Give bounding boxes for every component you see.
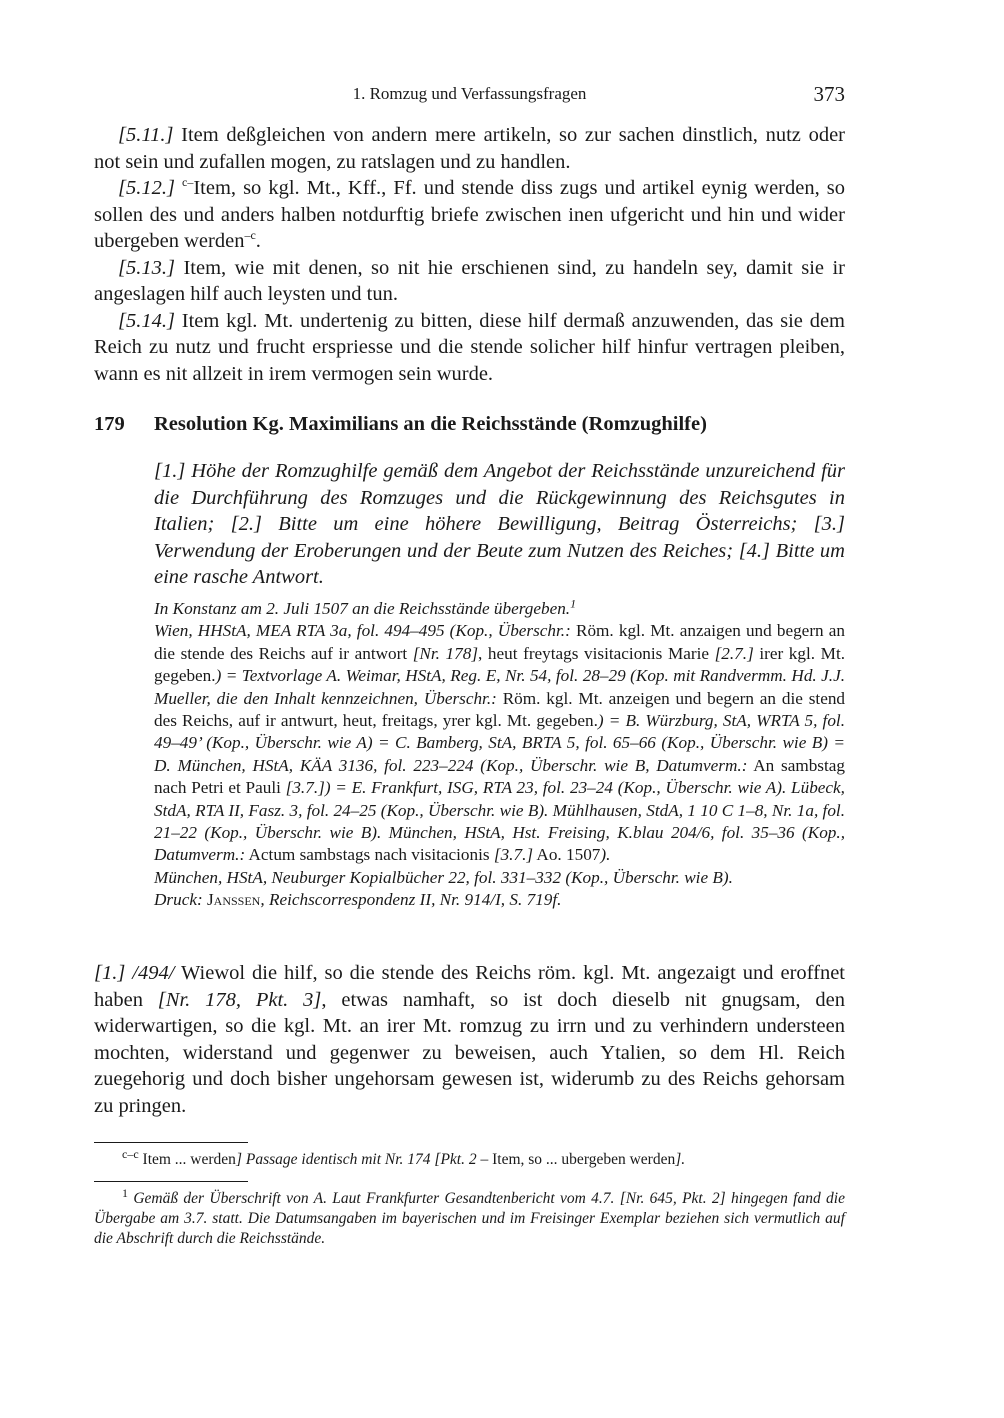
document-summary: [1.] Höhe der Romzughilfe gemäß dem Angebot der Reichsstände unzureichend für die Durchführung des Romzuges und die Rückgewinnung des Reichsgutes in Italien; [2.] Bitte um eine höhere Bewilligung, Beitrag Österreichs; [3.] Verwendung der Eroberungen und der Beute zum Nutzen des Reiches; [4.] Bitte um eine rasche Antwort.: [154, 460, 845, 588]
date-line-text: In Konstanz am 2. Juli 1507 an die Reichsstände übergeben.: [154, 599, 571, 618]
fn-seg: Item ... werden: [138, 1151, 236, 1168]
source-seg: [Nr. 178]: [412, 643, 479, 663]
fn-seg: ] Passage identisch mit Nr. 174 [Pkt. 2: [235, 1151, 477, 1168]
footnote-1: [94, 1185, 845, 1249]
footnote-rule-variant: [94, 1142, 248, 1143]
fn-seg: Gemäß der Überschrift von A. Laut Frankfurter Gesandtenbericht vom 4.7. [Nr. 645, Pkt. 2] hingegen fand die Übergabe am 3.7. statt. Die Datumsangaben im bayerischen und im Freisinger Exemplar beziehen sich vermutlich auf die Abschrift durch die Reichsstände.: [94, 1190, 845, 1247]
footnote-mark: 1: [122, 1185, 128, 1200]
source-line-neuburg: München, HStA, Neuburger Kopialbücher 22, fol. 331–332 (Kop., Überschr. wie B).: [154, 867, 733, 887]
source-seg: , heut freytags visitacionis Marie: [478, 643, 715, 663]
source-seg: ) = E. Frankfurt, ISG, RTA 23, fol. 23–24 (Kop., Überschr. wie A). Lübeck, StdA, RTA II, Fasz. 3, fol. 24–25 (Kop., Überschr. wie B). Mühlhausen, StdA, 1 10 C 1–8, Nr. 1a, fol. 21–22 (Kop., Überschr. wie B). München, HStA, Hst. Freising, K.blau 204/6, fol. 35–36 (Kop., Datumverm.:: [154, 778, 845, 865]
source-seg: Ao. 1507: [533, 845, 601, 865]
paragraph-number: [5.12.]: [118, 177, 175, 199]
source-list: [154, 620, 845, 866]
paragraph-text: Item, so kgl. Mt., Kff., Ff. und stende diss zugs und artikel eynig werden, so sollen des und anders halben notdurftig briefe zwischen inen ufgericht und hin und wider ubergeben werden: [94, 177, 845, 252]
source-seg: ) = B. Würzburg, StA, WRTA 5, fol. 49–49’ (Kop., Überschr. wie A) = C. Bamberg, StA, BRTA 5, fol. 65–66 (Kop., Überschr. wie B) = D. München, HStA, KÄA 3136, fol. 223–224 (Kop., Überschr. wie B, Datumverm.:: [154, 711, 845, 775]
date-line: [154, 598, 845, 620]
paragraph-5-11: [94, 122, 845, 175]
footnote-variant: [94, 1146, 845, 1170]
variant-mark-open: c–: [182, 175, 194, 190]
text-seg: Wiewol die hilf, so die stende des Reichs röm. kgl. Mt. angezaigt und eroffnet haben: [94, 962, 845, 1011]
source-apparatus: [154, 598, 845, 912]
paragraph-text: Item, wie mit denen, so nit hie erschienen sind, zu handeln sey, damit sie ir angeslagen hilf auch leysten und tun.: [94, 256, 845, 305]
text-seg: , etwas namhaft, so ist doch dieselb nit gnugsam, den widerwartigen, so die kgl. Mt. an irer Mt. romzug zu irrn und zu verhindern understeen mochten, widerstand und gegenwer zu beweisen, auch Ytalien, so dem Hl. Reich zuegehorig und doch bisher ungehorsam gewesen ist, widerumb zu des Reichs gehorsam zu pringen.: [94, 988, 845, 1117]
fn-seg: – Item, so ... ubergeben werden: [476, 1151, 676, 1168]
source-seg: Röm. kgl. Mt. anzeigen und begern an die stend des Reichs, auf ir antwurt, heut, freitags, yrer kgl. Mt. gegeben.: [154, 688, 846, 731]
paragraph-number: [5.13.]: [118, 256, 175, 279]
paragraph-number: [5.14.]: [118, 309, 175, 332]
source-seg: Wien, HHStA, MEA RTA 3a, fol. 494–495 (Kop., Überschr.:: [154, 621, 571, 641]
print-title: , Reichscorrespondenz II, Nr. 914/I, S. 719f.: [260, 890, 562, 910]
print-reference: [154, 889, 845, 911]
source-seg: ) = Textvorlage A. Weimar, HStA, Reg. E, Nr. 54, fol. 28–29 (Kop. mit Randvermm. Hd. J.J. Mueller, die den Inhalt kennzeichnen, Überschr.:: [154, 666, 845, 708]
text-seg: [1.] /494/: [94, 962, 175, 984]
paragraph-text: Item kgl. Mt. undertenig zu bitten, diese hilf dermaß anzuwenden, das sie dem Reich zu nutz und frucht erspriesse und die stende solicher hilf hinfur vertragen pleiben, wann es nit allzeit in irem vermogen sein wurde.: [94, 309, 845, 385]
source-seg: Actum sambstags nach visitacionis: [245, 845, 494, 865]
paragraph-number: [5.11.]: [118, 124, 174, 146]
footnote-rule-numbered: [94, 1181, 248, 1182]
source-seg: An sambstag nach Petri et Pauli: [154, 755, 845, 798]
footnote-ref: 1: [570, 596, 577, 611]
source-seg: ).: [600, 845, 611, 865]
paragraph-text: Item deßgleichen von andern mere artikeln, so zur sachen dinstlich, nutz oder not sein und zufallen mogen, zu ratslagen und zu handlen.: [94, 124, 845, 173]
print-author: Janssen: [202, 890, 261, 910]
source-seg: [2.7.]: [714, 643, 754, 663]
source-seg: [3.7.]: [285, 778, 325, 798]
source-seg: Röm. kgl. Mt. anzaigen und begern an die stende des Reichs auf ir antwort: [154, 621, 845, 663]
preceding-text: [94, 122, 845, 387]
paragraph-end: .: [255, 230, 261, 252]
source-seg: irer kgl. Mt. gegeben.: [154, 643, 846, 686]
variant-mark-close: –c: [244, 228, 256, 243]
running-title: 1. Romzug und Verfassungsfragen: [352, 84, 587, 103]
document-title: Resolution Kg. Maximilians an die Reichsstände (Romzughilfe): [154, 413, 707, 435]
document-text: [94, 960, 845, 1119]
document-number: 179: [94, 413, 125, 435]
text-seg: [Nr. 178, Pkt. 3]: [157, 988, 322, 1011]
paragraph-5-14: [94, 308, 845, 388]
fn-seg: ].: [675, 1151, 686, 1168]
paragraph-5-13: [94, 255, 845, 308]
source-seg: [3.7.]: [493, 845, 534, 865]
print-label: Druck:: [154, 890, 203, 910]
footnote-mark: c–c: [122, 1146, 139, 1161]
running-header: [94, 82, 845, 108]
page-number: 373: [813, 82, 845, 106]
paragraph-5-12: [94, 175, 845, 255]
